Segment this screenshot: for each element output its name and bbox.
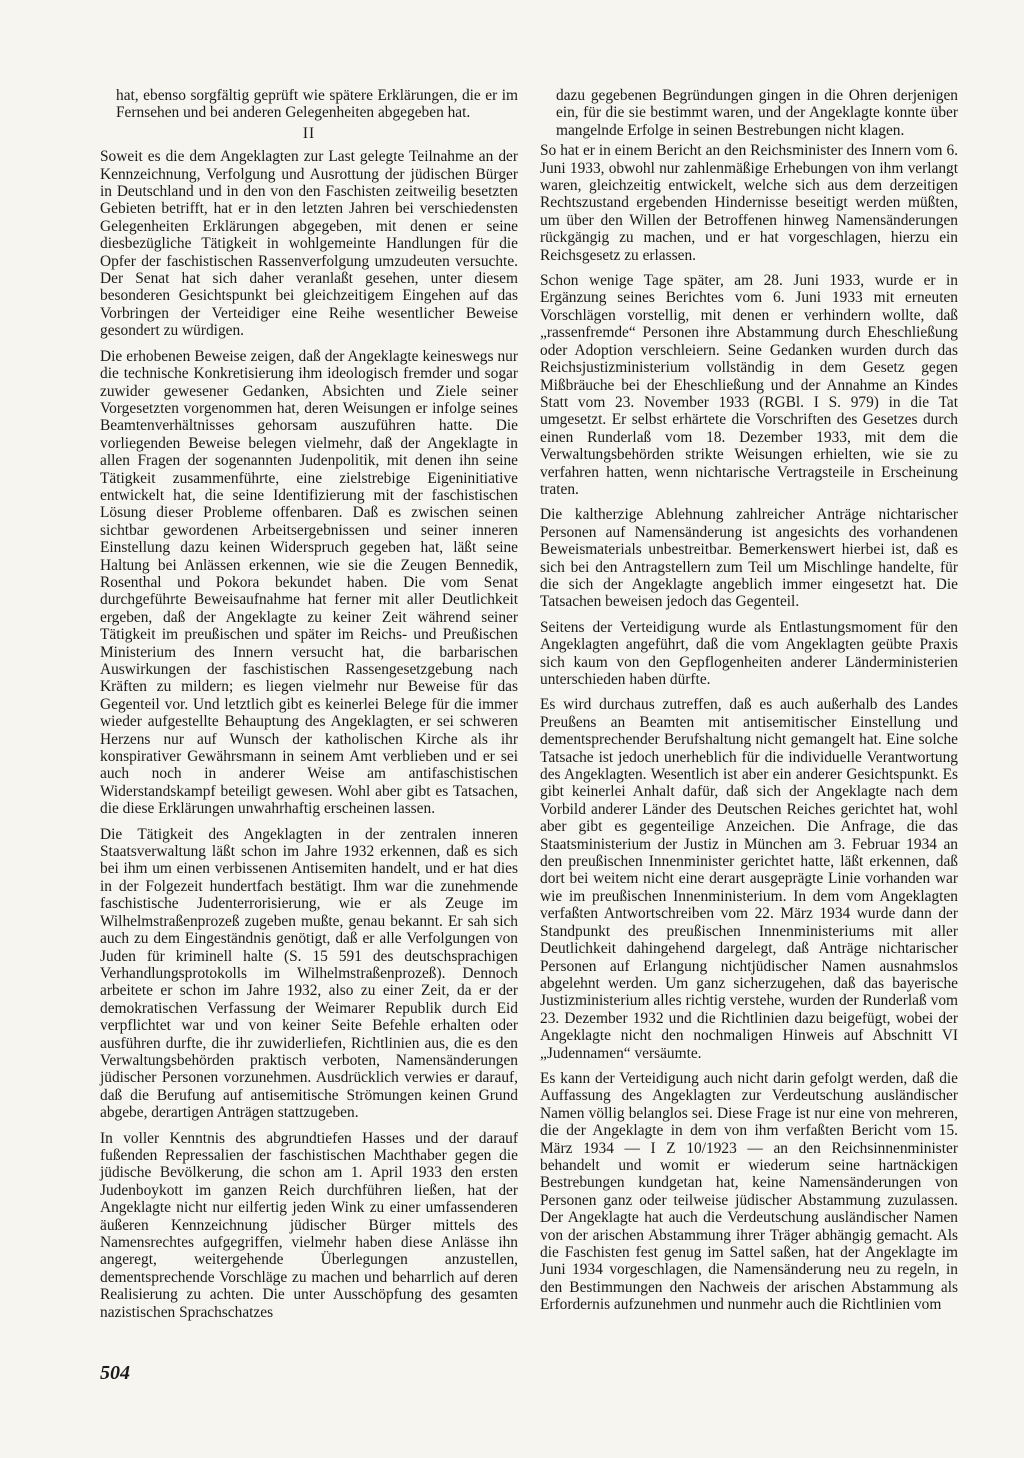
right-paragraph-3: Die kaltherzige Ablehnung zahlreicher Anträge nichtarischer Personen auf Namensänderung ist angesichts des vorhandenen Beweismaterials unbestreitbar. Bemerkenswert hierbei ist, daß es sich bei den Antragstellern zum Teil um Mischlinge handelte, für die sich der Angeklagte angeblich immer eingesetzt hat. Die Tatsachen beweisen jedoch das Gegenteil. [540, 506, 958, 611]
page-number: 504 [100, 1362, 130, 1384]
right-paragraph-1: So hat er in einem Bericht an den Reichsminister des Innern vom 6. Juni 1933, obwohl nur zahlenmäßige Erhebungen von ihm verlangt waren, gleichzeitig entwickelt, welche sich aus dem derzeitigen Rechtszustand ergebenden Hindernisse beseitigt werden müßten, um über den Willen der Betroffenen hinweg Namensänderungen rückgängig zu machen, und er hat vorgeschlagen, hierzu ein Reichsgesetz zu erlassen. [540, 142, 958, 264]
section-heading: II [302, 124, 316, 142]
right-column [540, 87, 958, 1314]
right-paragraph-6: Es kann der Verteidigung auch nicht darin gefolgt werden, daß die Auffassung des Angeklagten zur Verdeutschung ausländischer Namen völlig belanglos sei. Diese Frage ist nur eine von mehreren, die der Angeklagte in dem von ihm verfaßten Bericht vom 15. März 1934 — I Z 10/1923 — an den Reichsinnenminister behandelt und womit er wiederum seine hartnäckigen Bestrebungen kundgetan hat, keine Namensänderungen von Personen ganz oder teilweise jüdischer Abstammung zuzulassen. Der Angeklagte hat auch die Verdeutschung ausländischer Namen von der arischen Abstammung ihrer Träger abhängig gemacht. Als die Faschisten fest genug im Sattel saßen, hat der Angeklagte im Juni 1934 vorgeschlagen, die Namensänderung neu zu regeln, in den Bestimmungen den Nachweis der arischen Abstammung als Erfordernis aufzunehmen und nunmehr auch die Richtlinien vom [540, 1069, 958, 1314]
left-paragraph-1: Soweit es die dem Angeklagten zur Last gelegte Teilnahme an der Kennzeichnung, Verfolgung und Ausrottung der jüdischen Bürger in Deutschland und in den von den Faschisten zeitweilig besetzten Gebieten betrifft, hat er in den letzten Jahren bei verschiedensten Gelegenheiten Erklärungen abgegeben, mit denen er seine diesbezügliche Tätigkeit in wohlgemeinte Handlungen für die Opfer der faschistischen Rassenverfolgung umzudeuten versuchte. Der Senat hat sich daher veranlaßt gesehen, unter diesem besonderen Gesichtspunkt bei gleichzeitigem Eingehen auf das Vorbringen der Verteidiger eine Reihe wesentlicher Beweise gesondert zu würdigen. [100, 148, 518, 340]
left-paragraph-4: In voller Kenntnis des abgrundtiefen Hasses und der darauf fußenden Repressalien der faschistischen Machthaber gegen die jüdische Bevölkerung, die schon am 1. April 1933 den ersten Judenboykott im ganzen Reich durchführen ließen, hat der Angeklagte nicht nur eilfertig jeden Wink zu einer umfassenderen äußeren Kennzeichnung jüdischer Bürger mittels des Namensrechtes aufgegriffen, vielmehr haben diese Anlässe ihn angeregt, weitergehende Überlegungen anzustellen, dementsprechende Vorschläge zu machen und beharrlich auf deren Realisierung zu achten. Die unter Ausschöpfung des gesamten nazistischen Sprachschatzes [100, 1129, 518, 1321]
right-paragraph-5: Es wird durchaus zutreffen, daß es auch außerhalb des Landes Preußens an Beamten mit antisemitischer Einstellung und dementsprechender Berufshaltung nicht gemangelt hat. Eine solche Tatsache ist jedoch unerheblich für die individuelle Verantwortung des Angeklagten. Wesentlich ist aber ein anderer Gesichtspunkt. Es gibt keinerlei Anhalt dafür, daß sich der Angeklagte nach dem Vorbild anderer Länder des Deutschen Reiches gerichtet hat, wohl aber gibt es gegenteilige Anzeichen. Die Anfrage, die das Staatsministerium der Justiz in München am 3. Februar 1934 an den preußischen Innenminister gerichtet hatte, läßt erkennen, daß dort bei weitem nicht eine derart ausgeprägte Linie vorhanden war wie im preußischen Innenministerium. In dem vom Angeklagten verfaßten Antwortschreiben vom 22. März 1934 wurde dann der Standpunkt des preußischen Innenministeriums mit aller Deutlichkeit dahingehend dargelegt, daß Anträge nichtarischer Personen auf Erlangung nichtjüdischer Namen ausnahmslos abgelehnt werden. Um ganz sicherzugehen, daß das bayerische Justizministerium alles richtig verstehe, wurden der Runderlaß vom 23. Dezember 1932 und die Richtlinien dazu beigefügt, wobei der Angeklagte nicht den nochmaligen Hinweis auf Abschnitt VI „Judennamen“ versäumte. [540, 696, 958, 1062]
left-paragraph-3: Die Tätigkeit des Angeklagten in der zentralen inneren Staatsverwaltung läßt schon im Jahre 1932 erkennen, daß es sich bei ihm um einen verbissenen Antisemiten handelt, und er hat dies in der Folgezeit hundertfach bestätigt. Ihm war die zunehmende faschistische Judenterrorisierung, wie er als Zeuge im Wilhelmstraßenprozeß zugeben mußte, genau bekannt. Er sah sich auch zu dem Eingeständnis genötigt, daß er alle Verfolgungen von Juden für kriminell halte (S. 15 591 des deutschsprachigen Verhandlungsprotokolls im Wilhelmstraßenprozeß). Dennoch arbeitete er schon im Jahre 1932, also zu einer Zeit, da er der demokratischen Verfassung der Weimarer Republik durch Eid verpflichtet war und von keiner Seite Befehle erhalten oder ausführen durfte, die ihr zuwiderliefen, Richtlinien aus, die es den Verwaltungsbehörden praktisch verboten, Namensänderungen jüdischer Personen vorzunehmen. Ausdrücklich verwies er darauf, daß die Berufung auf antisemitische Strömungen keinen Grund abgebe, derartigen Anträgen stattzugeben. [100, 825, 518, 1122]
left-column [100, 87, 518, 1321]
right-paragraph-4: Seitens der Verteidigung wurde als Entlastungsmoment für den Angeklagten angeführt, daß die vom Angeklagten geübte Praxis sich kaum von den Gepflogenheiten anderer Länderministerien unterschieden haben dürfte. [540, 618, 958, 688]
right-intro-paragraph: dazu gegebenen Begründungen gingen in die Ohren derjenigen ein, für die sie bestimmt waren, und der Angeklagte konnte über mangelnde Erfolge in seinen Bestrebungen nicht klagen. [556, 87, 958, 139]
right-paragraph-2: Schon wenige Tage später, am 28. Juni 1933, wurde er in Ergänzung seines Berichtes vom 6. Juni 1933 mit erneuten Vorschlägen vorstellig, mit denen er verhindern wollte, daß „rassenfremde“ Personen ihre Abstammung durch Eheschließung oder Adoption verschleiern. Seine Gedanken wurden durch das Reichsjustizministerium vollständig in dem Gesetz gegen Mißbräuche bei der Eheschließung und der Annahme an Kindes Statt vom 23. November 1933 (RGBl. I S. 979) in die Tat umgesetzt. Er selbst erhärtete die Vorschriften des Gesetzes durch einen Runderlaß vom 18. Dezember 1933, mit dem die Verwaltungsbehörden strikte Weisungen erhielten, wie sie zu verfahren hatten, wenn nichtarische Vertragsteile in Erscheinung traten. [540, 272, 958, 498]
left-paragraph-2: Die erhobenen Beweise zeigen, daß der Angeklagte keineswegs nur die technische Konkretisierung ihm ideologisch fremder und sogar zuwider gewesener Gedanken, Absichten und Ziele seiner Vorgesetzten vorgenommen hat, deren Weisungen er infolge seines Beamtenverhältnisses gehorsam auszuführen hatte. Die vorliegenden Beweise belegen vielmehr, daß der Angeklagte in allen Fragen der sogenannten Judenpolitik, mit denen ihn seine Tätigkeit zusammenführte, eine zielstrebige Eigeninitiative entwickelt hat, die seine Identifizierung mit der faschistischen Lösung dieser Probleme offenbaren. Daß es zwischen seinen sichtbar gewordenen Arbeitsergebnissen und seiner inneren Einstellung dazu keinen Widerspruch gegeben hat, läßt seine Haltung bei Anlässen erkennen, wie sie die Zeugen Bennedik, Rosenthal und Pokora bekundet haben. Die vom Senat durchgeführte Beweisaufnahme hat ferner mit aller Deutlichkeit ergeben, daß der Angeklagte zu keiner Zeit während seiner Tätigkeit im preußischen und später im Reichs- und Preußischen Ministerium des Innern versucht hat, die barbarischen Auswirkungen der faschistischen Rassengesetzgebung nach Kräften zu mildern; es liegen vielmehr nur Beweise für das Gegenteil vor. Und letztlich gibt es keinerlei Belege für die immer wieder aufgestellte Behauptung des Angeklagten, er sei schweren Herzens nur auf Wunsch der katholischen Kirche als ihr konspirativer Gewährsmann in seinem Amt verblieben und er sei auch noch in anderer Weise am antifaschistischen Widerstandskampf beteiligt gewesen. Wohl aber gibt es Tatsachen, die diese Erklärungen unwahrhaftig erscheinen lassen. [100, 347, 518, 818]
left-intro-paragraph: hat, ebenso sorgfältig geprüft wie spätere Erklärungen, die er im Fernsehen und bei anderen Gelegenheiten abgegeben hat. [116, 87, 518, 122]
